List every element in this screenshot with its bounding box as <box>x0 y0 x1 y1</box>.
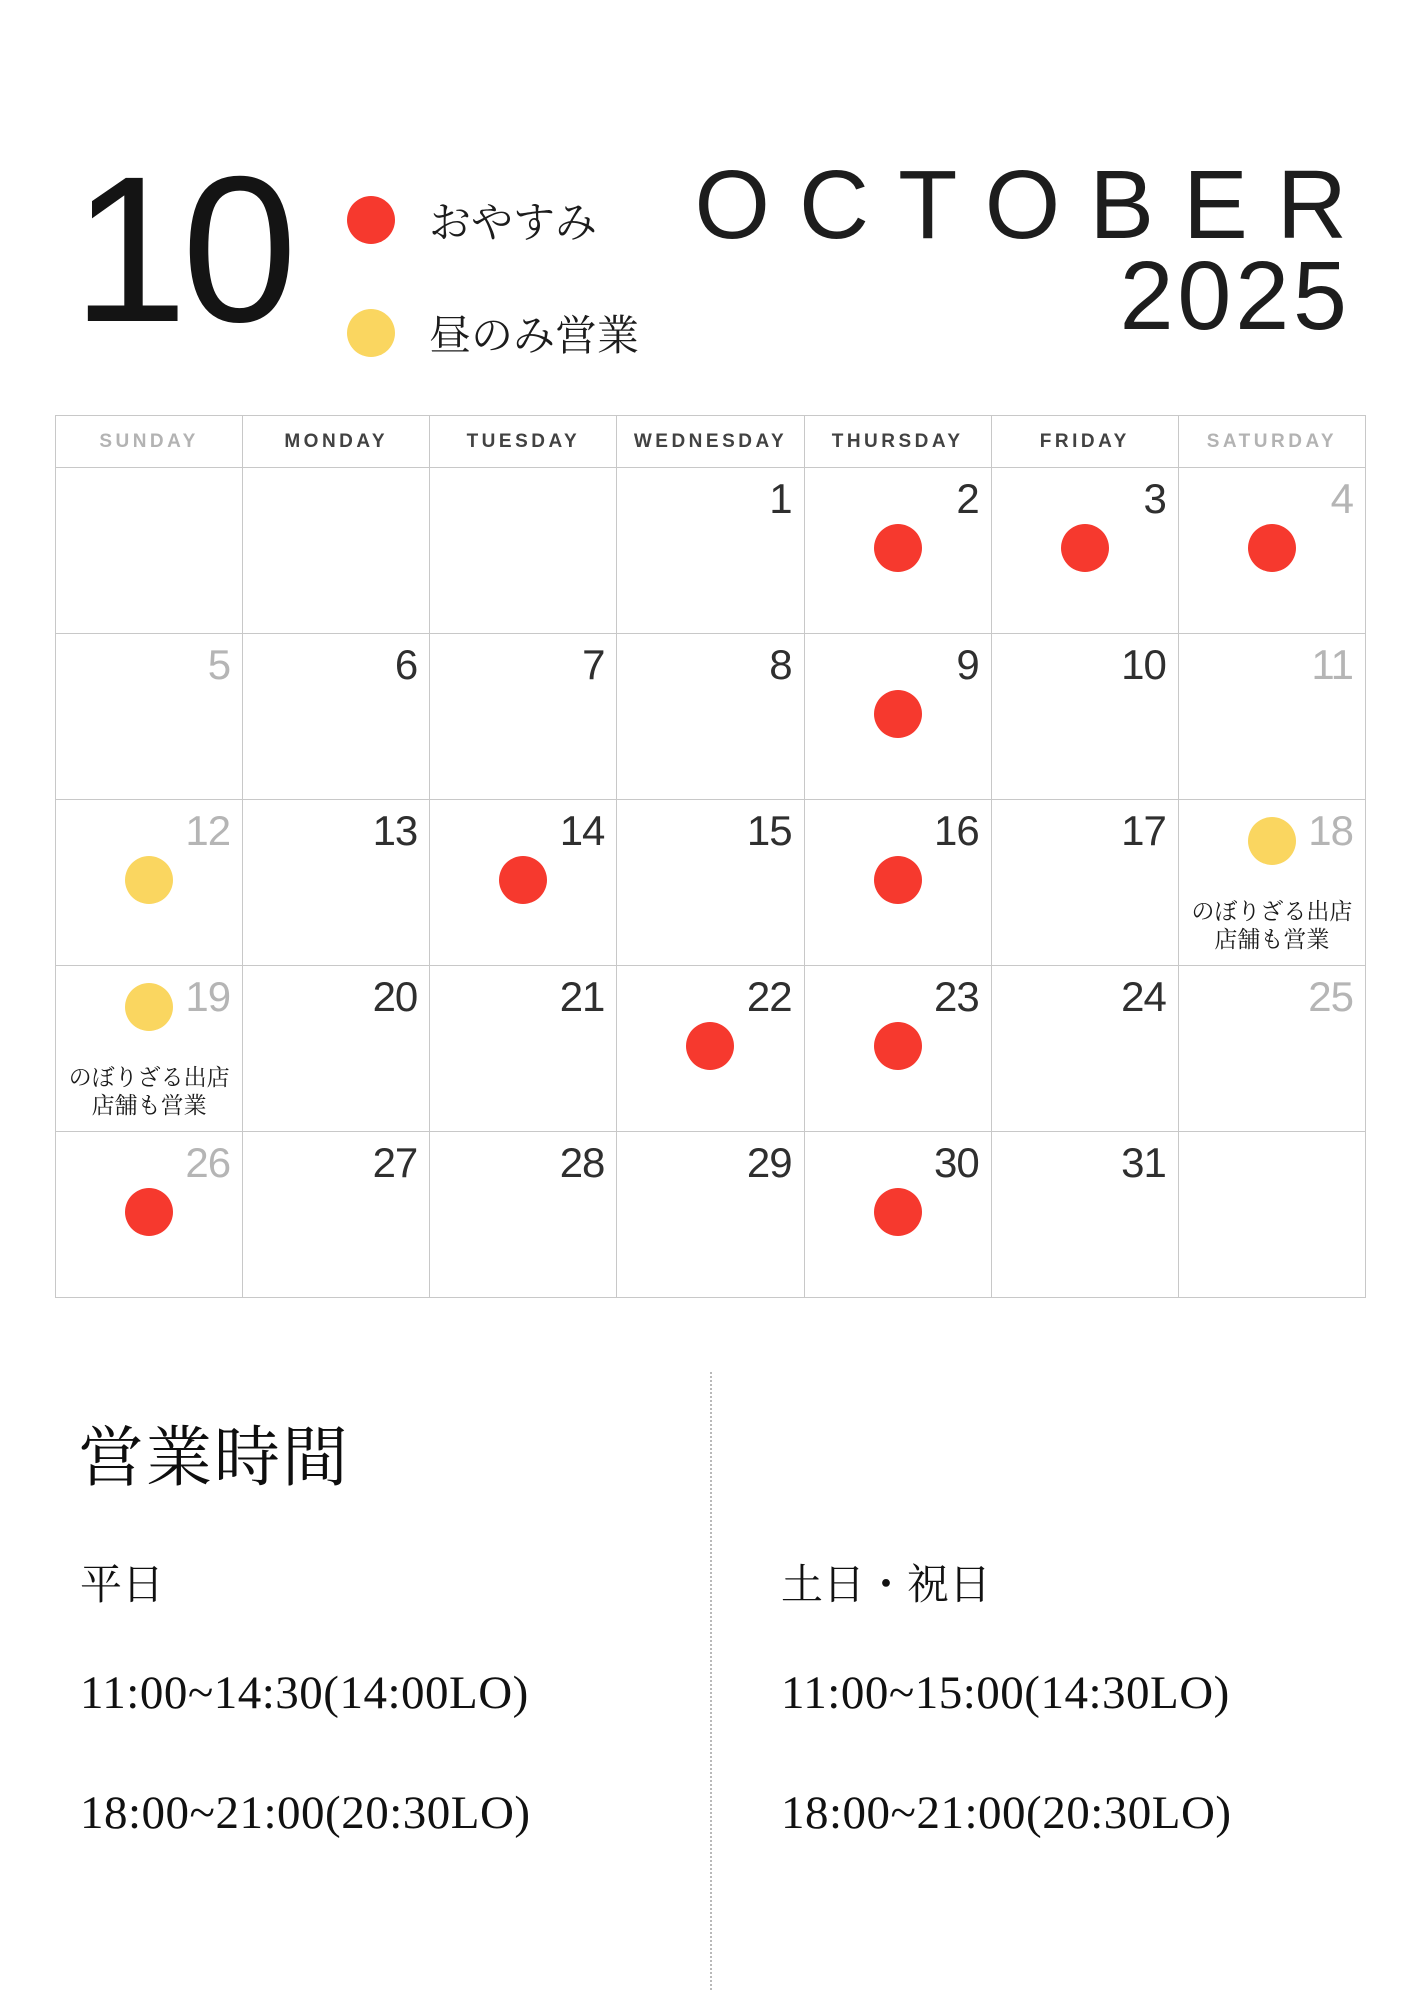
day-number: 15 <box>746 807 792 854</box>
red-status-dot-icon <box>1061 524 1109 572</box>
day-cell-10 <box>992 634 1179 800</box>
legend-item-closed <box>347 190 639 250</box>
day-cell-25 <box>1179 966 1366 1132</box>
day-number: 14 <box>559 807 605 854</box>
day-cell-3 <box>992 468 1179 634</box>
yellow-status-dot-icon <box>125 856 173 904</box>
legend-item-lunch-only <box>347 303 639 363</box>
closed-dot-icon <box>347 196 395 244</box>
weekday-hours-line-2: 18:00~21:00(20:30LO) <box>80 1787 531 1839</box>
day-cell-30 <box>805 1132 992 1298</box>
day-cell-18 <box>1179 800 1366 966</box>
day-number: 17 <box>1121 807 1166 854</box>
day-cell-15 <box>617 800 804 966</box>
day-number: 16 <box>933 807 979 854</box>
weekday-header-wednesday: WEDNESDAY <box>617 416 804 468</box>
day-cell-16 <box>805 800 992 966</box>
day-cell-14 <box>430 800 617 966</box>
day-number: 28 <box>559 1139 605 1186</box>
day-number: 31 <box>1121 1139 1166 1186</box>
weekend-hours-line-1: 11:00~15:00(14:30LO) <box>781 1667 1230 1719</box>
business-hours-title: 営業時間 <box>78 1422 350 1495</box>
day-cell-4 <box>1179 468 1366 634</box>
day-cell-22 <box>617 966 804 1132</box>
day-cell-empty <box>1179 1132 1366 1298</box>
day-number: 18 <box>1308 807 1353 854</box>
red-status-dot-icon <box>874 856 922 904</box>
day-cell-8 <box>617 634 804 800</box>
day-cell-7 <box>430 634 617 800</box>
legend-label-closed: おやすみ <box>429 201 598 247</box>
red-status-dot-icon <box>125 1188 173 1236</box>
title-block <box>694 150 1377 350</box>
day-number: 6 <box>394 641 418 688</box>
red-status-dot-icon <box>686 1022 734 1070</box>
day-number: 24 <box>1121 973 1166 1020</box>
weekday-header-friday: FRIDAY <box>992 416 1179 468</box>
day-cell-29 <box>617 1132 804 1298</box>
legend <box>347 190 639 363</box>
day-number: 1 <box>769 475 792 522</box>
red-status-dot-icon <box>1248 524 1296 572</box>
day-number: 3 <box>1143 475 1166 522</box>
red-status-dot-icon <box>874 1022 922 1070</box>
day-number: 7 <box>582 641 605 688</box>
red-status-dot-icon <box>499 856 547 904</box>
red-status-dot-icon <box>874 690 922 738</box>
yellow-status-dot-icon <box>1248 817 1296 865</box>
day-cell-27 <box>243 1132 430 1298</box>
day-number: 12 <box>185 807 231 854</box>
day-number: 29 <box>746 1139 792 1186</box>
lunch-only-dot-icon <box>347 309 395 357</box>
weekday-header-tuesday: TUESDAY <box>430 416 617 468</box>
day-cell-13 <box>243 800 430 966</box>
day-number: 23 <box>933 973 979 1020</box>
month-name: OCTOBER <box>694 150 1377 259</box>
weekend-hours-label: 土日・祝日 <box>781 1563 992 1609</box>
red-status-dot-icon <box>874 1188 922 1236</box>
day-number: 25 <box>1308 973 1353 1020</box>
day-cell-12 <box>56 800 243 966</box>
red-status-dot-icon <box>874 524 922 572</box>
day-number: 19 <box>185 973 231 1020</box>
day-cell-28 <box>430 1132 617 1298</box>
day-cell-11 <box>1179 634 1366 800</box>
day-number: 26 <box>185 1139 231 1186</box>
day-number: 30 <box>933 1139 979 1186</box>
vertical-dotted-divider <box>710 1372 712 1990</box>
day-number: 4 <box>1330 475 1353 522</box>
day-number: 10 <box>1121 641 1166 688</box>
year: 2025 <box>1119 241 1351 350</box>
day-number: 27 <box>372 1139 418 1186</box>
weekday-hours-label: 平日 <box>80 1563 165 1609</box>
day-cell-17 <box>992 800 1179 966</box>
day-number: 8 <box>769 641 792 688</box>
cell-note: のぼりざる出店 店舗も営業 <box>68 1064 230 1118</box>
day-cell-2 <box>805 468 992 634</box>
day-number: 22 <box>746 973 792 1020</box>
weekday-header-thursday: THURSDAY <box>805 416 992 468</box>
day-cell-6 <box>243 634 430 800</box>
weekday-hours-line-1: 11:00~14:30(14:00LO) <box>80 1667 529 1719</box>
weekday-header-saturday: SATURDAY <box>1179 416 1366 468</box>
day-cell-1 <box>617 468 804 634</box>
day-number: 21 <box>559 973 605 1020</box>
day-cell-26 <box>56 1132 243 1298</box>
day-cell-5 <box>56 634 243 800</box>
calendar-grid <box>55 415 1366 1298</box>
month-number: 10 <box>72 134 292 366</box>
day-number: 5 <box>207 641 231 688</box>
day-cell-24 <box>992 966 1179 1132</box>
day-number: 9 <box>956 641 979 688</box>
weekday-header-monday: MONDAY <box>243 416 430 468</box>
day-number: 20 <box>372 973 418 1020</box>
legend-label-lunch-only: 昼のみ営業 <box>429 314 640 360</box>
day-number: 2 <box>956 475 979 522</box>
day-cell-empty <box>56 468 243 634</box>
day-cell-19 <box>56 966 243 1132</box>
day-cell-21 <box>430 966 617 1132</box>
weekend-hours-line-2: 18:00~21:00(20:30LO) <box>781 1787 1232 1839</box>
day-cell-23 <box>805 966 992 1132</box>
day-cell-empty <box>430 468 617 634</box>
day-cell-9 <box>805 634 992 800</box>
day-cell-empty <box>243 468 430 634</box>
day-number: 13 <box>372 807 418 854</box>
day-cell-31 <box>992 1132 1179 1298</box>
day-number: 11 <box>1311 641 1353 688</box>
weekday-header-sunday: SUNDAY <box>56 416 243 468</box>
yellow-status-dot-icon <box>125 983 173 1031</box>
day-cell-20 <box>243 966 430 1132</box>
cell-note: のぼりざる出店 店舗も営業 <box>1191 898 1353 952</box>
